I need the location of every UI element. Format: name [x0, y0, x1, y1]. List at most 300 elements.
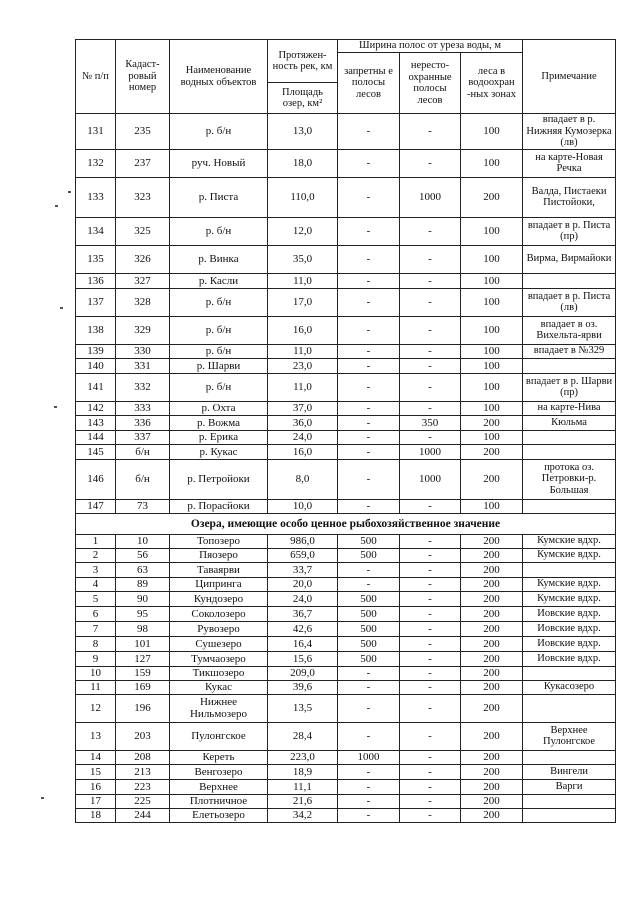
row-number: 142 [76, 401, 116, 415]
header-water-protection-forests: леса в водоохран -ных зонах [461, 53, 523, 114]
object-name: Соколозеро [170, 606, 268, 621]
length-or-area: 209,0 [268, 666, 338, 680]
object-name: Елетьозеро [170, 808, 268, 822]
forbidden-strip: 500 [338, 636, 400, 651]
forbidden-strip: - [338, 666, 400, 680]
cadastral-number: 237 [116, 149, 170, 177]
spawning-strip: - [400, 499, 461, 513]
water-protection-strip: 200 [461, 750, 523, 764]
lake-row [76, 577, 616, 591]
object-name: р. Писта [170, 177, 268, 217]
length-or-area: 36,7 [268, 606, 338, 621]
cadastral-number: 325 [116, 217, 170, 245]
spawning-strip: - [400, 288, 461, 316]
note: Вингели [523, 764, 616, 779]
object-name: р. Касли [170, 273, 268, 288]
row-number: 131 [76, 114, 116, 150]
length-or-area: 37,0 [268, 401, 338, 415]
length-or-area: 12,0 [268, 217, 338, 245]
cadastral-number: 336 [116, 415, 170, 430]
spawning-strip: 1000 [400, 444, 461, 459]
lake-row [76, 621, 616, 636]
cadastral-number: 10 [116, 534, 170, 548]
note [523, 273, 616, 288]
spawning-strip: - [400, 114, 461, 150]
forbidden-strip: - [338, 722, 400, 750]
spawning-strip: - [400, 577, 461, 591]
row-number: 13 [76, 722, 116, 750]
lakes-section-row [76, 513, 616, 534]
lake-row [76, 534, 616, 548]
object-name: Ципринга [170, 577, 268, 591]
spawning-strip: 1000 [400, 177, 461, 217]
spawning-strip: - [400, 808, 461, 822]
lake-row [76, 764, 616, 779]
spawning-strip: - [400, 621, 461, 636]
row-number: 7 [76, 621, 116, 636]
river-row [76, 288, 616, 316]
scan-speck [68, 191, 71, 193]
water-protection-strip: 200 [461, 794, 523, 808]
river-row [76, 177, 616, 217]
header-lake-area: Площадь озер, км² [268, 83, 338, 114]
length-or-area: 39,6 [268, 680, 338, 694]
note: Иовские вдхр. [523, 651, 616, 666]
object-name: руч. Новый [170, 149, 268, 177]
header-cadastral-number: Кадаст-ровый номер [116, 40, 170, 114]
note [523, 750, 616, 764]
water-protection-strip: 200 [461, 606, 523, 621]
river-row [76, 273, 616, 288]
header-object-name: Наименование водных объектов [170, 40, 268, 114]
row-number: 4 [76, 577, 116, 591]
water-protection-strip: 200 [461, 722, 523, 750]
object-name: р. Вожма [170, 415, 268, 430]
note: Кумские вдхр. [523, 548, 616, 562]
cadastral-number: 127 [116, 651, 170, 666]
length-or-area: 16,0 [268, 316, 338, 344]
note: Иовские вдхр. [523, 636, 616, 651]
cadastral-number: 169 [116, 680, 170, 694]
row-number: 10 [76, 666, 116, 680]
water-protection-strip: 100 [461, 316, 523, 344]
spawning-strip: - [400, 636, 461, 651]
object-name: Тумчаозеро [170, 651, 268, 666]
lake-row [76, 651, 616, 666]
cadastral-number: 223 [116, 779, 170, 794]
length-or-area: 13,5 [268, 694, 338, 722]
spawning-strip: - [400, 358, 461, 373]
row-number: 9 [76, 651, 116, 666]
forbidden-strip: - [338, 316, 400, 344]
object-name: р. Охта [170, 401, 268, 415]
header-number: № п/п [76, 40, 116, 114]
note: протока оз. Петровки-р. Большая [523, 459, 616, 499]
forbidden-strip: 500 [338, 621, 400, 636]
row-number: 143 [76, 415, 116, 430]
forbidden-strip: - [338, 401, 400, 415]
forbidden-strip: 500 [338, 606, 400, 621]
object-name: Тикшозеро [170, 666, 268, 680]
length-or-area: 11,0 [268, 373, 338, 401]
lake-row [76, 808, 616, 822]
water-protection-strip: 200 [461, 177, 523, 217]
row-number: 139 [76, 344, 116, 358]
row-number: 144 [76, 430, 116, 444]
water-protection-strip: 100 [461, 401, 523, 415]
note: Иовские вдхр. [523, 606, 616, 621]
water-protection-strip: 200 [461, 591, 523, 606]
length-or-area: 21,6 [268, 794, 338, 808]
note: впадает в р. Писта (лв) [523, 288, 616, 316]
table-body [76, 114, 616, 823]
spawning-strip: - [400, 245, 461, 273]
water-protection-strip: 200 [461, 636, 523, 651]
forbidden-strip: - [338, 149, 400, 177]
row-number: 136 [76, 273, 116, 288]
length-or-area: 16,4 [268, 636, 338, 651]
note: впадает в р. Нижняя Кумозерка (лв) [523, 114, 616, 150]
length-or-area: 986,0 [268, 534, 338, 548]
lake-row [76, 666, 616, 680]
cadastral-number: 159 [116, 666, 170, 680]
spawning-strip: - [400, 373, 461, 401]
object-name: р. б/н [170, 316, 268, 344]
object-name: р. б/н [170, 344, 268, 358]
spawning-strip: - [400, 401, 461, 415]
river-row [76, 430, 616, 444]
note: Кюльма [523, 415, 616, 430]
cadastral-number: 333 [116, 401, 170, 415]
water-protection-strip: 100 [461, 373, 523, 401]
spawning-strip: 350 [400, 415, 461, 430]
row-number: 18 [76, 808, 116, 822]
spawning-strip: - [400, 651, 461, 666]
scan-speck [54, 406, 57, 408]
length-or-area: 24,0 [268, 591, 338, 606]
cadastral-number: б/н [116, 459, 170, 499]
lakes-section-title: Озера, имеющие особо ценное рыбохозяйственное значение [76, 513, 616, 534]
length-or-area: 11,1 [268, 779, 338, 794]
note: Кумские вдхр. [523, 591, 616, 606]
length-or-area: 42,6 [268, 621, 338, 636]
length-or-area: 16,0 [268, 444, 338, 459]
length-or-area: 11,0 [268, 344, 338, 358]
note [523, 444, 616, 459]
lake-row [76, 694, 616, 722]
row-number: 8 [76, 636, 116, 651]
forbidden-strip: 500 [338, 651, 400, 666]
object-name: Кундозеро [170, 591, 268, 606]
row-number: 145 [76, 444, 116, 459]
cadastral-number: 213 [116, 764, 170, 779]
scan-speck [41, 797, 44, 799]
forbidden-strip: - [338, 245, 400, 273]
water-protection-strip: 100 [461, 245, 523, 273]
length-or-area: 110,0 [268, 177, 338, 217]
cadastral-number: 56 [116, 548, 170, 562]
forbidden-strip: - [338, 794, 400, 808]
spawning-strip: - [400, 344, 461, 358]
object-name: Верхнее [170, 779, 268, 794]
length-or-area: 659,0 [268, 548, 338, 562]
forbidden-strip: - [338, 430, 400, 444]
length-or-area: 11,0 [268, 273, 338, 288]
spawning-strip: - [400, 149, 461, 177]
object-name: Топозеро [170, 534, 268, 548]
forbidden-strip: 500 [338, 534, 400, 548]
spawning-strip: - [400, 273, 461, 288]
river-row [76, 217, 616, 245]
row-number: 141 [76, 373, 116, 401]
row-number: 16 [76, 779, 116, 794]
cadastral-number: 337 [116, 430, 170, 444]
water-protection-strip: 100 [461, 114, 523, 150]
water-protection-strip: 100 [461, 344, 523, 358]
length-or-area: 15,6 [268, 651, 338, 666]
row-number: 138 [76, 316, 116, 344]
length-or-area: 223,0 [268, 750, 338, 764]
length-or-area: 23,0 [268, 358, 338, 373]
spawning-strip: - [400, 694, 461, 722]
length-or-area: 20,0 [268, 577, 338, 591]
forbidden-strip: - [338, 114, 400, 150]
row-number: 135 [76, 245, 116, 273]
lake-row [76, 779, 616, 794]
object-name: Плотничное [170, 794, 268, 808]
lake-row [76, 562, 616, 577]
water-protection-strip: 100 [461, 288, 523, 316]
object-name: р. Порасйоки [170, 499, 268, 513]
forbidden-strip: - [338, 217, 400, 245]
note: Вирма, Вирмайоки [523, 245, 616, 273]
row-number: 137 [76, 288, 116, 316]
water-protection-strip: 200 [461, 764, 523, 779]
row-number: 147 [76, 499, 116, 513]
forbidden-strip: - [338, 459, 400, 499]
object-name: р. б/н [170, 217, 268, 245]
note [523, 808, 616, 822]
cadastral-number: 208 [116, 750, 170, 764]
river-row [76, 459, 616, 499]
forbidden-strip: - [338, 808, 400, 822]
spawning-strip: - [400, 606, 461, 621]
header-river-length: Протяжен-ность рек, км [268, 40, 338, 83]
water-protection-strip: 200 [461, 694, 523, 722]
cadastral-number: 98 [116, 621, 170, 636]
object-name: р. б/н [170, 114, 268, 150]
scan-speck [55, 205, 58, 207]
note: впадает в р. Шарви (пр) [523, 373, 616, 401]
object-name: р. Петройоки [170, 459, 268, 499]
note [523, 794, 616, 808]
object-name: Кереть [170, 750, 268, 764]
object-name: р. Шарви [170, 358, 268, 373]
spawning-strip: - [400, 591, 461, 606]
row-number: 15 [76, 764, 116, 779]
cadastral-number: 329 [116, 316, 170, 344]
lake-row [76, 680, 616, 694]
forbidden-strip: - [338, 499, 400, 513]
note: Валда, Пистаеки Пистойоки, [523, 177, 616, 217]
row-number: 11 [76, 680, 116, 694]
river-row [76, 499, 616, 513]
water-protection-strip: 200 [461, 534, 523, 548]
row-number: 2 [76, 548, 116, 562]
length-or-area: 33,7 [268, 562, 338, 577]
object-name: Таваярви [170, 562, 268, 577]
river-row [76, 149, 616, 177]
header-note: Примечание [523, 40, 616, 114]
header-spawning-strips: нересто-охранные полосы лесов [400, 53, 461, 114]
object-name: р. б/н [170, 373, 268, 401]
forbidden-strip: - [338, 373, 400, 401]
forbidden-strip: - [338, 764, 400, 779]
row-number: 5 [76, 591, 116, 606]
water-protection-strip: 100 [461, 499, 523, 513]
object-name: Рувозеро [170, 621, 268, 636]
row-number: 3 [76, 562, 116, 577]
note: Верхнее Пулонгское [523, 722, 616, 750]
river-row [76, 401, 616, 415]
lake-row [76, 636, 616, 651]
forbidden-strip: 1000 [338, 750, 400, 764]
river-row [76, 358, 616, 373]
forbidden-strip: - [338, 779, 400, 794]
object-name: р. Кукас [170, 444, 268, 459]
length-or-area: 34,2 [268, 808, 338, 822]
note [523, 430, 616, 444]
object-name: Пулонгское [170, 722, 268, 750]
forbidden-strip: 500 [338, 548, 400, 562]
cadastral-number: 235 [116, 114, 170, 150]
spawning-strip: - [400, 722, 461, 750]
spawning-strip: - [400, 217, 461, 245]
note [523, 562, 616, 577]
river-row [76, 373, 616, 401]
spawning-strip: - [400, 750, 461, 764]
object-name: Венгозеро [170, 764, 268, 779]
object-name: р. б/н [170, 288, 268, 316]
spawning-strip: 1000 [400, 459, 461, 499]
cadastral-number: б/н [116, 444, 170, 459]
length-or-area: 28,4 [268, 722, 338, 750]
note: на карте-Нива [523, 401, 616, 415]
cadastral-number: 101 [116, 636, 170, 651]
forbidden-strip: - [338, 344, 400, 358]
forbidden-strip: - [338, 444, 400, 459]
note: Кукасозеро [523, 680, 616, 694]
note [523, 499, 616, 513]
water-objects-table [75, 39, 616, 823]
forbidden-strip: - [338, 288, 400, 316]
spawning-strip: - [400, 548, 461, 562]
cadastral-number: 326 [116, 245, 170, 273]
cadastral-number: 89 [116, 577, 170, 591]
water-protection-strip: 100 [461, 358, 523, 373]
water-protection-strip: 100 [461, 273, 523, 288]
spawning-strip: - [400, 666, 461, 680]
water-protection-strip: 200 [461, 444, 523, 459]
spawning-strip: - [400, 794, 461, 808]
object-name: Пяозеро [170, 548, 268, 562]
cadastral-number: 331 [116, 358, 170, 373]
cadastral-number: 323 [116, 177, 170, 217]
document-page [75, 39, 615, 823]
spawning-strip: - [400, 430, 461, 444]
spawning-strip: - [400, 680, 461, 694]
note [523, 666, 616, 680]
water-protection-strip: 200 [461, 666, 523, 680]
water-protection-strip: 200 [461, 651, 523, 666]
forbidden-strip: - [338, 358, 400, 373]
scan-speck [60, 307, 63, 309]
cadastral-number: 203 [116, 722, 170, 750]
object-name: р. Винка [170, 245, 268, 273]
spawning-strip: - [400, 316, 461, 344]
spawning-strip: - [400, 534, 461, 548]
river-row [76, 114, 616, 150]
header-forbidden-strips: запретны е полосы лесов [338, 53, 400, 114]
row-number: 12 [76, 694, 116, 722]
length-or-area: 18,0 [268, 149, 338, 177]
cadastral-number: 73 [116, 499, 170, 513]
cadastral-number: 90 [116, 591, 170, 606]
cadastral-number: 332 [116, 373, 170, 401]
cadastral-number: 63 [116, 562, 170, 577]
object-name: Сушезеро [170, 636, 268, 651]
spawning-strip: - [400, 764, 461, 779]
water-protection-strip: 200 [461, 680, 523, 694]
note: Варги [523, 779, 616, 794]
note: Иовские вдхр. [523, 621, 616, 636]
row-number: 17 [76, 794, 116, 808]
river-row [76, 444, 616, 459]
river-row [76, 245, 616, 273]
length-or-area: 8,0 [268, 459, 338, 499]
lake-row [76, 548, 616, 562]
note: впадает в №329 [523, 344, 616, 358]
forbidden-strip: - [338, 562, 400, 577]
water-protection-strip: 200 [461, 577, 523, 591]
forbidden-strip: 500 [338, 591, 400, 606]
lake-row [76, 591, 616, 606]
forbidden-strip: - [338, 680, 400, 694]
water-protection-strip: 200 [461, 415, 523, 430]
water-protection-strip: 100 [461, 430, 523, 444]
cadastral-number: 328 [116, 288, 170, 316]
forbidden-strip: - [338, 177, 400, 217]
forbidden-strip: - [338, 577, 400, 591]
length-or-area: 10,0 [268, 499, 338, 513]
water-protection-strip: 200 [461, 779, 523, 794]
cadastral-number: 225 [116, 794, 170, 808]
cadastral-number: 327 [116, 273, 170, 288]
water-protection-strip: 200 [461, 808, 523, 822]
lake-row [76, 750, 616, 764]
header-width-group: Ширина полос от уреза воды, м [338, 40, 523, 53]
row-number: 140 [76, 358, 116, 373]
note: впадает в оз. Вихельта-ярви [523, 316, 616, 344]
forbidden-strip: - [338, 694, 400, 722]
lake-row [76, 794, 616, 808]
cadastral-number: 196 [116, 694, 170, 722]
row-number: 1 [76, 534, 116, 548]
water-protection-strip: 200 [461, 562, 523, 577]
length-or-area: 18,9 [268, 764, 338, 779]
row-number: 14 [76, 750, 116, 764]
object-name: р. Ерика [170, 430, 268, 444]
